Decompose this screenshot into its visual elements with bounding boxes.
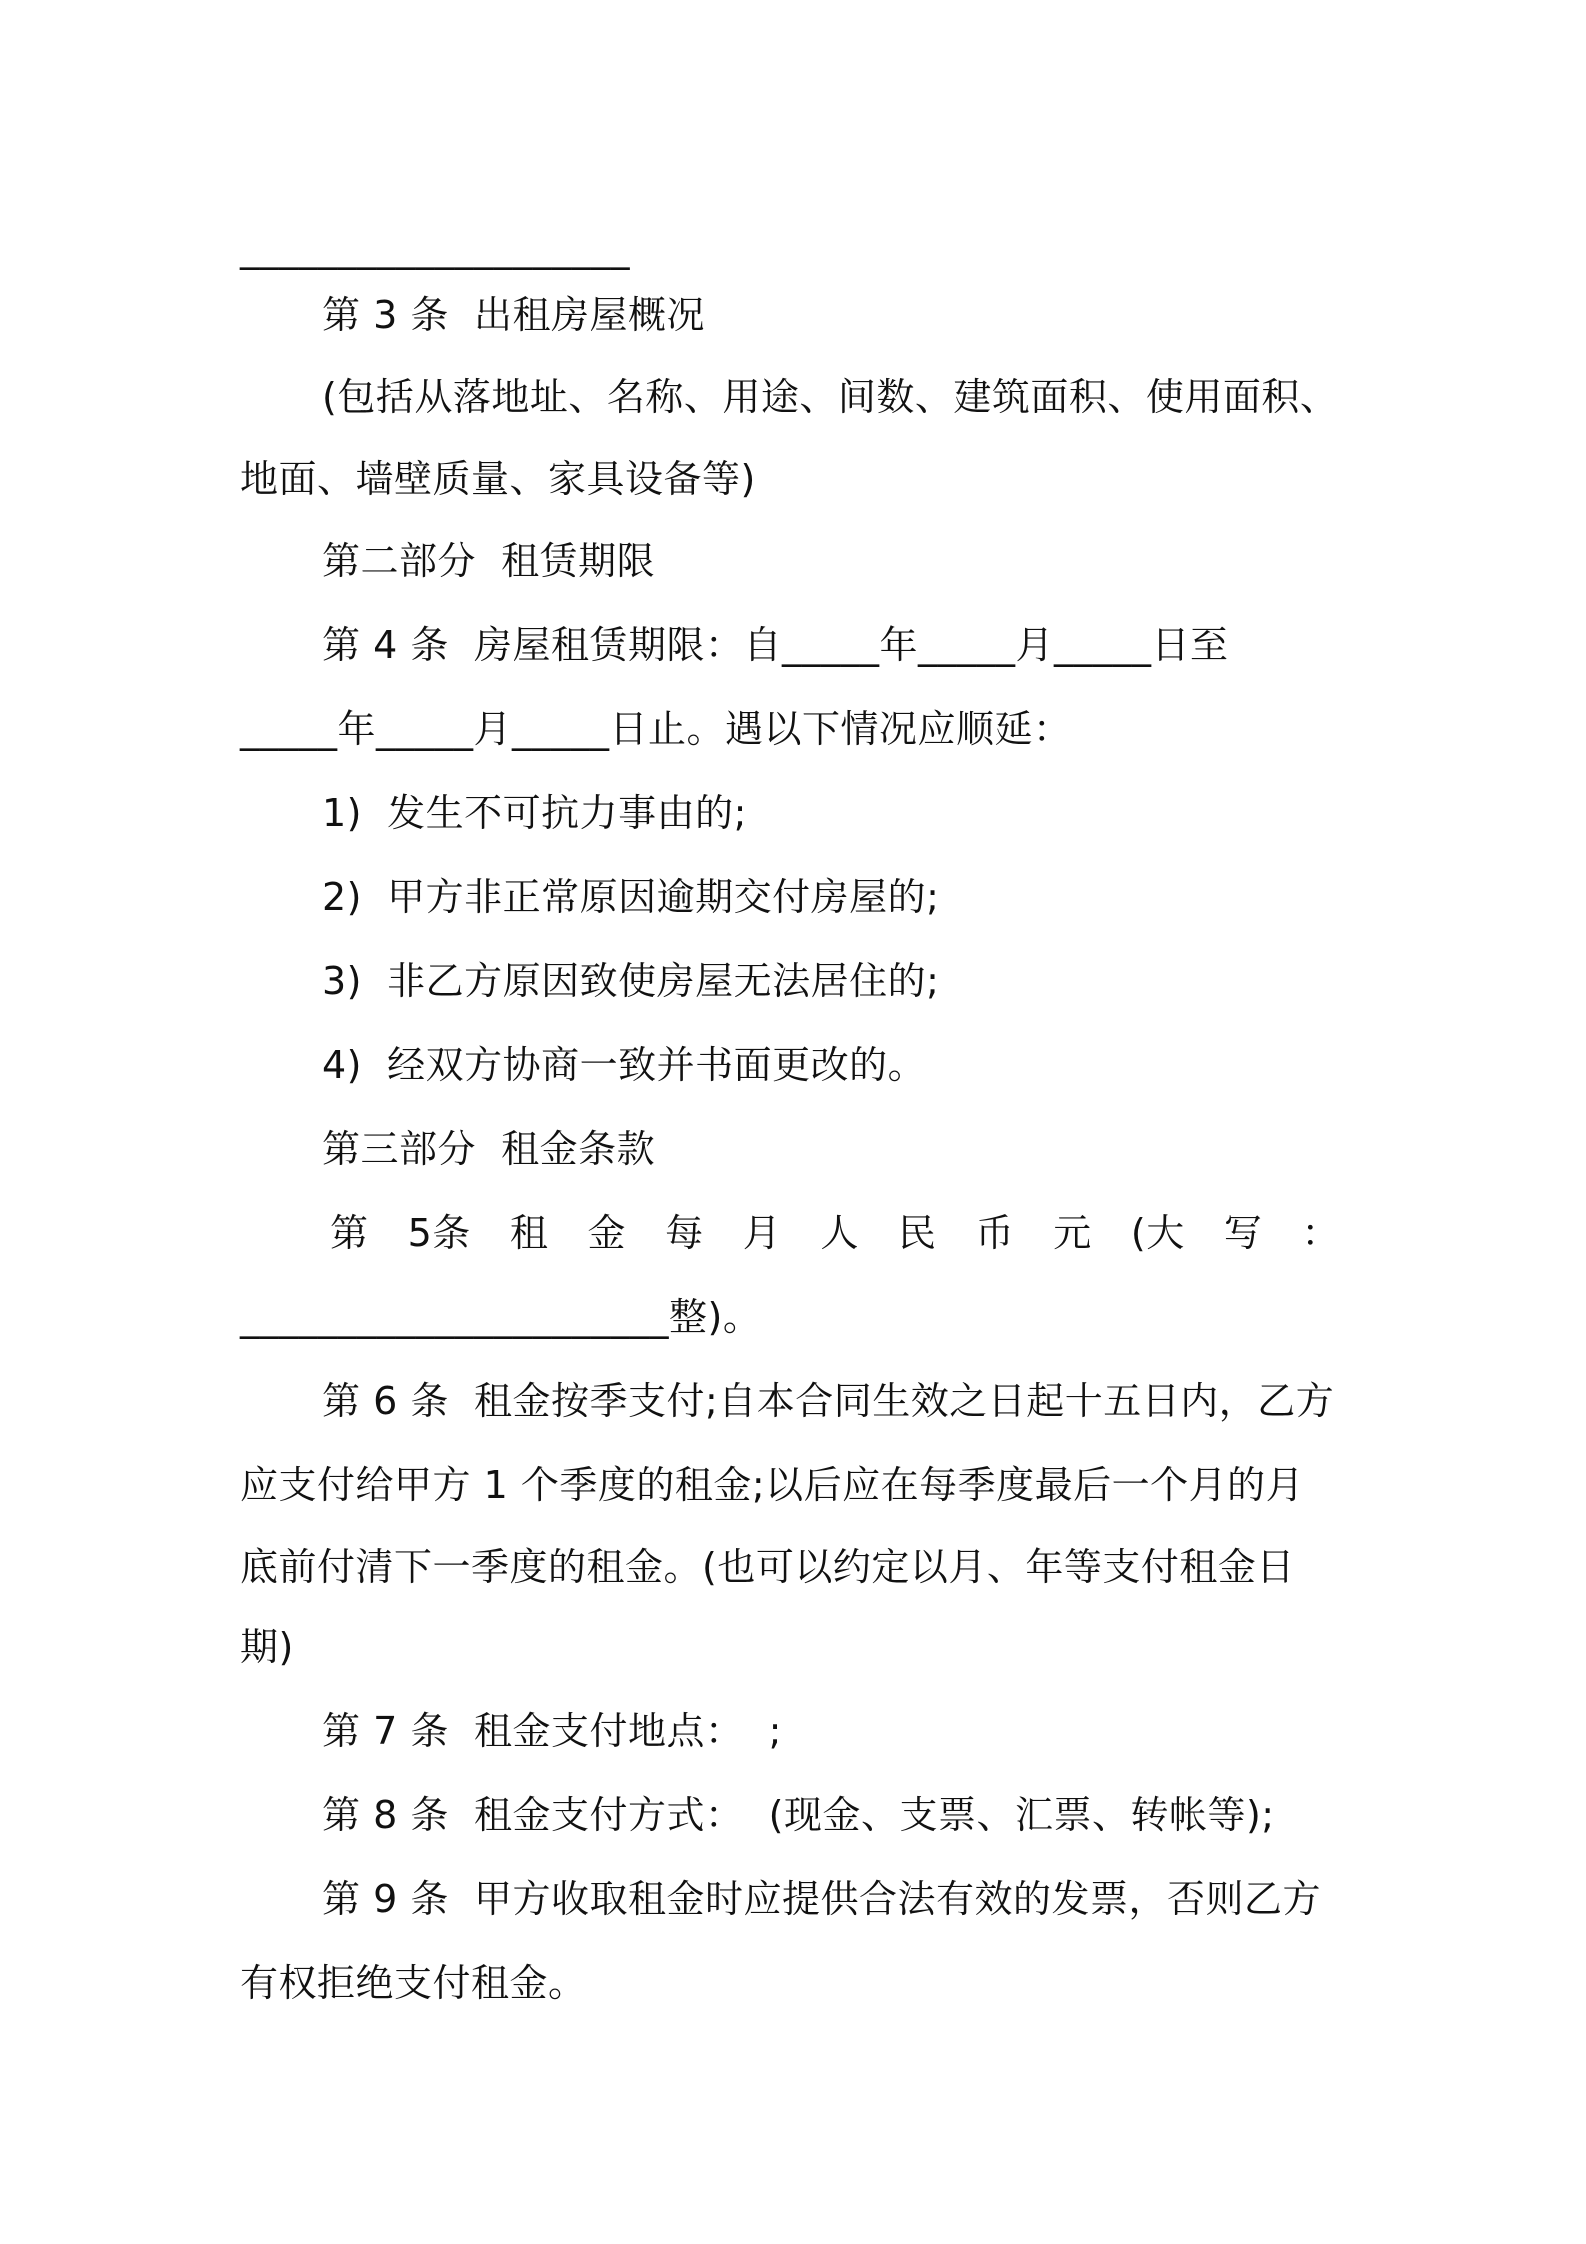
article-5-token: 写 bbox=[1223, 1211, 1263, 1255]
article-5-token: 人 bbox=[820, 1211, 859, 1255]
article-5-line2: ______________________整)。 bbox=[240, 1295, 762, 1339]
article-6-line2: 应支付给甲方 1 个季度的租金;以后应在每季度最后一个月的月 bbox=[240, 1463, 1305, 1507]
article-7: 第 7 条 租金支付地点： ; bbox=[322, 1709, 782, 1753]
article-5-token: ： bbox=[1301, 1211, 1340, 1255]
article-5-token: 第 bbox=[330, 1211, 369, 1255]
article-5-token: 每 bbox=[665, 1211, 704, 1255]
article-9-line1: 第 9 条 甲方收取租金时应提供合法有效的发票，否则乙方 bbox=[322, 1877, 1321, 1921]
article-5-token: 币 bbox=[975, 1211, 1015, 1255]
article-5-token: 月 bbox=[742, 1211, 782, 1255]
article-3-desc-line2: 地面、墙壁质量、家具设备等) bbox=[240, 457, 756, 501]
article-3-desc-line1: (包括从落地址、名称、用途、间数、建筑面积、使用面积、 bbox=[322, 375, 1339, 419]
article-9-line2: 有权拒绝支付租金。 bbox=[240, 1961, 587, 2005]
article-5-token: 元 bbox=[1053, 1211, 1092, 1255]
article-6-line3: 底前付清下一季度的租金。(也可以约定以月、年等支付租金日 bbox=[240, 1545, 1295, 1589]
part-3-title: 第三部分 租金条款 bbox=[322, 1127, 656, 1171]
article-5-token: 金 bbox=[587, 1211, 627, 1255]
article-5-token: 租 bbox=[509, 1211, 549, 1255]
part-2-title: 第二部分 租赁期限 bbox=[322, 539, 656, 583]
article-5-token: 5条 bbox=[407, 1211, 471, 1255]
article-4-item-2: 2) 甲方非正常原因逾期交付房屋的; bbox=[322, 875, 940, 919]
article-4-item-1: 1) 发生不可抗力事由的; bbox=[322, 791, 747, 835]
article-5-token: 民 bbox=[898, 1211, 937, 1255]
article-6-line1: 第 6 条 租金按季支付;自本合同生效之日起十五日内，乙方 bbox=[322, 1379, 1335, 1423]
article-8: 第 8 条 租金支付方式： (现金、支票、汇票、转帐等); bbox=[322, 1793, 1275, 1837]
top-rule: ____________________ bbox=[240, 226, 630, 270]
article-6-line4: 期) bbox=[240, 1625, 294, 1669]
article-4-item-4: 4) 经双方协商一致并书面更改的。 bbox=[322, 1043, 927, 1087]
article-5-line1 bbox=[330, 1208, 1340, 1258]
article-4-item-3: 3) 非乙方原因致使房屋无法居住的; bbox=[322, 959, 940, 1003]
article-4-line2: _____年_____月_____日止。遇以下情况应顺延： bbox=[240, 707, 1072, 751]
article-4-line1: 第 4 条 房屋租赁期限：自_____年_____月_____日至 bbox=[322, 623, 1229, 667]
article-5-token: (大 bbox=[1130, 1211, 1185, 1255]
article-3-title: 第 3 条 出租房屋概况 bbox=[322, 293, 705, 337]
